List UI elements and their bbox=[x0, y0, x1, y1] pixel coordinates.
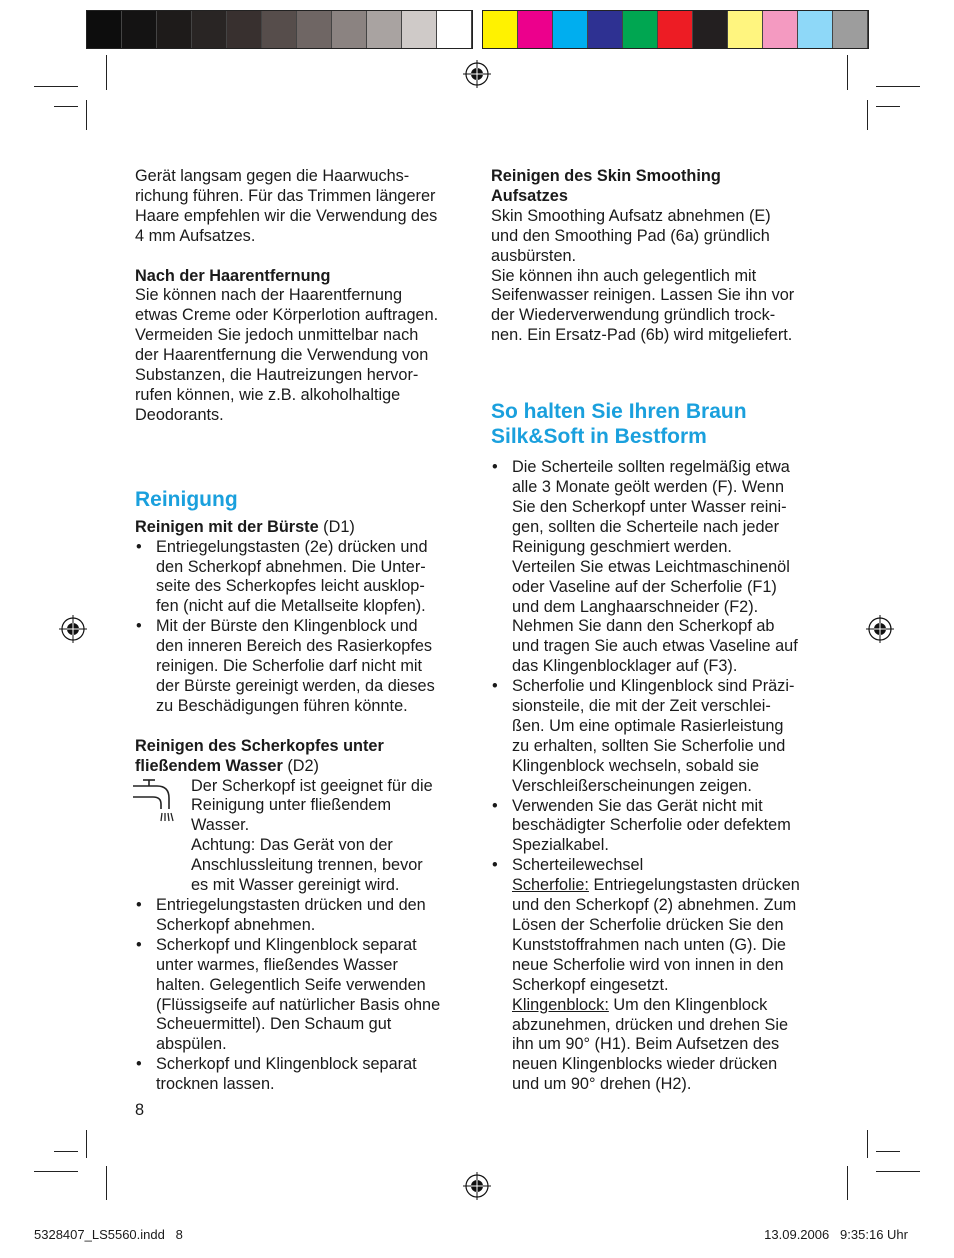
list-item: • Entriegelungstasten (2e) drücken und den Scherkopf abnehmen. Die Unter- seite des Scherkopfes leicht ausklop- fen (nicht auf die Metallseite klopfen). bbox=[135, 538, 470, 618]
after-removal-heading: Nach der Haarentfernung bbox=[135, 266, 331, 285]
list-item: • Scherteilewechsel Scherfolie: Entriegelungstasten drücken und den Scherkopf (2) abnehmen. Zum Lösen der Scherfolie drücken Sie den Kunststoffrahmen nach unten (G). Die neue Scherfolie wird von innen in den Scherkopf eingesetzt. Klingenblock: Um den Klingenblock abzunehmen, drücken und drehen Sie ihn um 90° (H1). Beim Aufsetzen des neuen Klingenblocks wieder drücken und um 90° drehen (H2). bbox=[491, 856, 831, 1095]
footer-filename: 5328407_LS5560.indd 8 bbox=[34, 1227, 183, 1242]
crop-mark bbox=[106, 55, 107, 90]
after-removal-paragraph: Sie können nach der Haarentfernung etwas Creme oder Körperlotion auftragen. Vermeiden Sie jedoch unmittelbar nach der Haarentfernung die Verwendung von Substanzen, die Hautreizungen hervor- rufen können, wie z.B. alkoholhaltige Deodorants. bbox=[135, 286, 439, 424]
crop-mark bbox=[847, 1166, 848, 1200]
color-swatch bbox=[367, 11, 402, 48]
skin-smoothing-paragraph: Skin Smoothing Aufsatz abnehmen (E) und den Smoothing Pad (6a) gründlich ausbürsten. Sie können ihn auch gelegentlich mit Seifenwasser reinigen. Lassen Sie ihn vor der Wiederverwendung gründlich trock- nen. Ein Ersatz-Pad (6b) wird mitgeliefert. bbox=[491, 206, 795, 345]
crop-mark bbox=[54, 1151, 78, 1152]
color-swatch bbox=[588, 11, 623, 48]
brush-heading: Reinigen mit der Bürste (D1) bbox=[135, 517, 355, 536]
grayscale-bar bbox=[86, 10, 473, 49]
list-item: • Mit der Bürste den Klingenblock und den inneren Bereich des Rasierkopfes reinigen. Die Scherfolie darf nicht mit der Bürste gereinigt werden, da dieses zu Beschädigungen führen könnte. bbox=[135, 617, 470, 717]
crop-mark bbox=[876, 1151, 900, 1152]
color-swatch bbox=[518, 11, 553, 48]
crop-mark bbox=[876, 106, 900, 107]
crop-mark bbox=[867, 100, 868, 130]
crop-mark bbox=[54, 106, 78, 107]
water-heading-2: fließendem Wasser (D2) bbox=[135, 756, 319, 775]
intro-paragraph: Gerät langsam gegen die Haarwuchs- richung führen. Für das Trimmen längerer Haare empfehlen wir die Verwendung des 4 mm Aufsatzes. bbox=[135, 167, 438, 245]
crop-mark bbox=[34, 1171, 78, 1172]
registration-mark-icon bbox=[463, 60, 491, 88]
page-number: 8 bbox=[135, 1101, 145, 1120]
color-swatch bbox=[658, 11, 693, 48]
right-column bbox=[491, 167, 831, 1095]
color-swatch bbox=[728, 11, 763, 48]
crop-mark bbox=[86, 1130, 87, 1158]
color-swatch bbox=[623, 11, 658, 48]
water-list bbox=[135, 896, 470, 1095]
list-item: • Verwenden Sie das Gerät nicht mit beschädigter Scherfolie oder defektem Spezialkabel. bbox=[491, 797, 831, 857]
color-swatch bbox=[833, 11, 868, 48]
water-note: Der Scherkopf ist geeignet für die Reinigung unter fließendem Wasser. Achtung: Das Gerät von der Anschlussleitung trennen, bevor es mit Wasser gereinigt wird. bbox=[135, 777, 470, 896]
color-swatch bbox=[402, 11, 437, 48]
brush-list bbox=[135, 538, 470, 717]
color-swatch bbox=[763, 11, 798, 48]
section-title-care: So halten Sie Ihren Braun Silk&Soft in Bestform bbox=[491, 400, 747, 449]
list-item: • Entriegelungstasten drücken und den Scherkopf abnehmen. bbox=[135, 896, 470, 936]
list-item: • Die Scherteile sollten regelmäßig etwa alle 3 Monate geölt werden (F). Wenn Sie den Scherkopf unter Wasser reini- gen, sollten die Scherteile nach jeder Reinigung geschmiert werden. Verteilen Sie etwas Leichtmaschinenöl oder Vaseline auf der Scherfolie (F1) und dem Langhaarschneider (F2). Nehmen Sie dann den Scherkopf ab und tragen Sie auch etwas Vaseline auf das Klingenblocklager auf (F3). bbox=[491, 458, 831, 677]
crop-mark bbox=[867, 1130, 868, 1158]
crop-mark bbox=[106, 1166, 107, 1200]
footer-timestamp: 13.09.2006 9:35:16 Uhr bbox=[764, 1227, 908, 1242]
color-swatch bbox=[262, 11, 297, 48]
color-bar bbox=[482, 10, 869, 49]
color-swatch bbox=[332, 11, 367, 48]
list-item: • Scherkopf und Klingenblock separat unter warmes, fließendes Wasser halten. Gelegentlich Seife verwenden (Flüssigseife auf natürlicher Basis ohne Scheuermittel). Den Schaum gut abspülen. bbox=[135, 936, 470, 1055]
registration-mark-icon bbox=[866, 615, 894, 643]
color-swatch bbox=[122, 11, 157, 48]
skin-smoothing-heading-2: Aufsatzes bbox=[491, 186, 568, 205]
color-swatch bbox=[798, 11, 833, 48]
skin-smoothing-heading: Reinigen des Skin Smoothing bbox=[491, 167, 721, 185]
color-swatch bbox=[227, 11, 262, 48]
registration-mark-icon bbox=[59, 615, 87, 643]
crop-mark bbox=[86, 100, 87, 130]
list-item: • Scherfolie und Klingenblock sind Präzi- sionsteile, die mit der Zeit verschlei- ßen. Um eine optimale Rasierleistung zu erhalten, sollten Sie Scherfolie und Klingenblock wechseln, sobald sie Verschleißerscheinungen zeigen. bbox=[491, 677, 831, 796]
color-swatch bbox=[297, 11, 332, 48]
color-swatch bbox=[437, 11, 472, 48]
color-swatch bbox=[693, 11, 728, 48]
blade-block-instruction: Klingenblock: Um den Klingenblock bbox=[512, 995, 768, 1014]
water-tap-icon bbox=[131, 777, 181, 827]
left-column bbox=[135, 167, 470, 1121]
crop-mark bbox=[876, 1171, 920, 1172]
water-heading: Reinigen des Scherkopfes unter bbox=[135, 736, 384, 755]
crop-mark bbox=[34, 86, 78, 87]
list-item: • Scherkopf und Klingenblock separat trocknen lassen. bbox=[135, 1055, 470, 1095]
foil-instruction: Scherfolie: Entriegelungstasten drücken bbox=[512, 876, 800, 895]
section-title-cleaning: Reinigung bbox=[135, 487, 238, 511]
color-swatch bbox=[87, 11, 122, 48]
color-swatch bbox=[192, 11, 227, 48]
care-list bbox=[491, 458, 831, 1095]
crop-mark bbox=[876, 86, 920, 87]
color-swatch bbox=[553, 11, 588, 48]
registration-mark-icon bbox=[463, 1172, 491, 1200]
color-swatch bbox=[157, 11, 192, 48]
color-swatch bbox=[483, 11, 518, 48]
crop-mark bbox=[847, 55, 848, 90]
